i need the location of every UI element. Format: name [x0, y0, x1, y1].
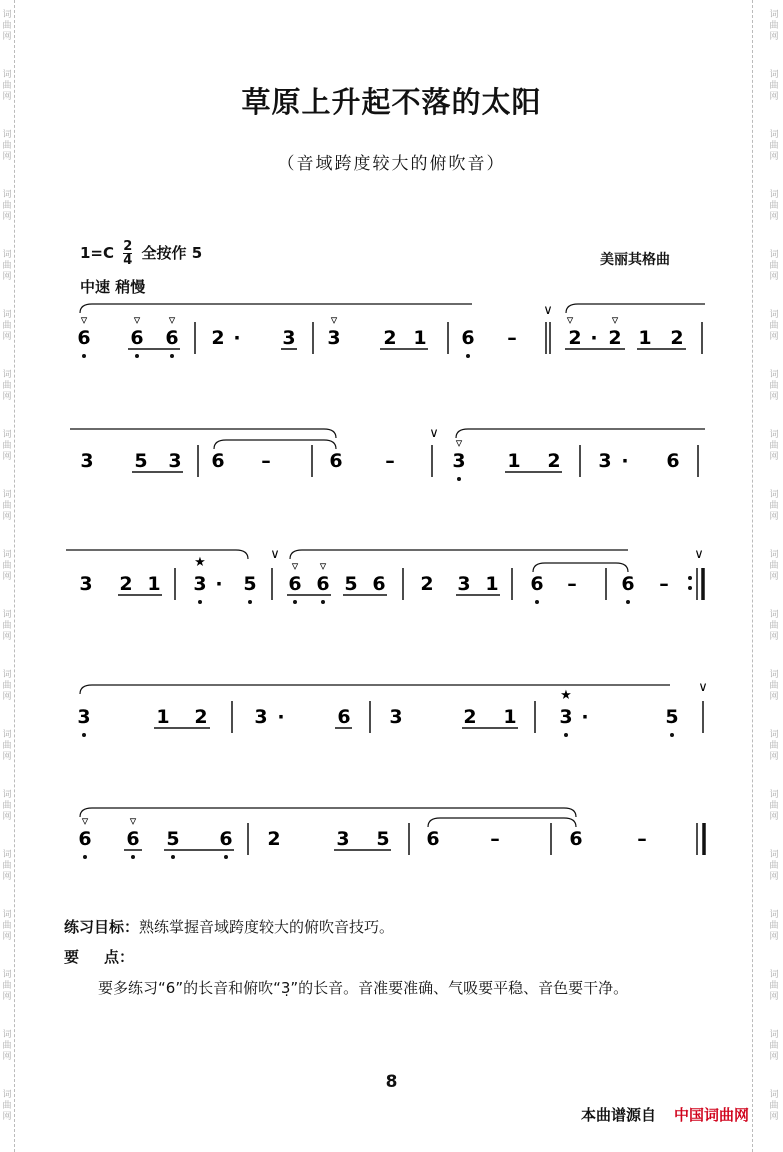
low-octave-dot [293, 600, 297, 604]
key-points-text: 要多练习“6”的长音和俯吹“3̣”的长音。音准要准确、气吸要平稳、音色要干净。 [98, 979, 629, 997]
slur-open [290, 550, 628, 559]
note: 2 [670, 327, 684, 349]
note: 3 [598, 450, 612, 472]
note: 3 [77, 706, 91, 728]
note: 5 [166, 828, 180, 850]
wm-right: 词 曲 网 [769, 430, 779, 462]
song-title: 草原上升起不落的太阳 [241, 85, 542, 119]
note: 2 [608, 327, 622, 349]
tongue-mark: ▿ [291, 559, 299, 574]
wm-right: 词 曲 网 [769, 490, 779, 522]
note: · [233, 327, 241, 349]
breath-mark: ∨ [698, 680, 708, 695]
low-octave-dot [82, 733, 86, 737]
composer-credit: 美丽其格曲 [600, 252, 670, 268]
low-octave-dot [457, 477, 461, 481]
low-octave-dot [248, 600, 252, 604]
dash: – [490, 828, 500, 850]
repeat-dot [688, 586, 692, 590]
breath-mark: ∨ [429, 426, 439, 441]
note: · [590, 327, 598, 349]
wm-left: 词 曲 网 [2, 910, 12, 942]
wm-right: 词 曲 网 [769, 790, 779, 822]
fingering-label: 全按作 5 [141, 244, 203, 262]
note: 6 [211, 450, 225, 472]
tongue-mark: ▿ [319, 559, 327, 574]
note: 2 [119, 573, 133, 595]
slur-open [456, 429, 705, 438]
wm-right: 词 曲 网 [769, 730, 779, 762]
note: 6 [316, 573, 330, 595]
note: 1 [485, 573, 499, 595]
wm-right: 词 曲 网 [769, 190, 779, 222]
wm-left: 词 曲 网 [2, 730, 12, 762]
low-octave-dot [171, 855, 175, 859]
note: 6 [329, 450, 343, 472]
slur-open [80, 685, 670, 694]
tongue-mark: ▿ [611, 313, 619, 328]
note: 6 [337, 706, 351, 728]
low-octave-dot [224, 855, 228, 859]
accent-star: ★ [560, 688, 572, 703]
note: 3 [559, 706, 573, 728]
tongue-mark: ▿ [133, 313, 141, 328]
note: 2 [383, 327, 397, 349]
note: 2 [267, 828, 281, 850]
source-site-link[interactable]: 中国词曲网 [673, 1106, 749, 1124]
wm-right: 词 曲 网 [769, 310, 779, 342]
note: 2 [568, 327, 582, 349]
note: 6 [372, 573, 386, 595]
wm-right: 词 曲 网 [769, 1090, 779, 1122]
note: 6 [461, 327, 475, 349]
wm-left: 词 曲 网 [2, 70, 12, 102]
wm-right: 词 曲 网 [769, 370, 779, 402]
note: 6 [219, 828, 233, 850]
key-points-label-a: 要 [64, 948, 80, 966]
note: 6 [288, 573, 302, 595]
note: 6 [530, 573, 544, 595]
note: 2 [547, 450, 561, 472]
note: 5 [134, 450, 148, 472]
low-octave-dot [135, 354, 139, 358]
slur-continued [70, 429, 336, 438]
note: 1 [413, 327, 427, 349]
tongue-mark: ▿ [80, 313, 88, 328]
note: 3 [282, 327, 296, 349]
breath-mark: ∨ [694, 547, 704, 562]
practice-goal-text: 熟练掌握音域跨度较大的俯吹音技巧。 [139, 918, 395, 936]
note: · [581, 706, 589, 728]
wm-left: 词 曲 网 [2, 370, 12, 402]
note: 5 [665, 706, 679, 728]
slur [428, 818, 576, 827]
note: 3 [80, 450, 94, 472]
note: 3 [168, 450, 182, 472]
wm-left: 词 曲 网 [2, 970, 12, 1002]
wm-right: 词 曲 网 [769, 10, 779, 42]
breath-mark: ∨ [543, 303, 553, 318]
dash: – [261, 450, 271, 472]
note: 2 [463, 706, 477, 728]
wm-left: 词 曲 网 [2, 670, 12, 702]
wm-right: 词 曲 网 [769, 550, 779, 582]
note: 1 [507, 450, 521, 472]
time-signature-bottom: 4 [123, 253, 133, 268]
note: 3 [336, 828, 350, 850]
tongue-mark: ▿ [455, 436, 463, 451]
note: 3 [327, 327, 341, 349]
low-octave-dot [535, 600, 539, 604]
dash: – [385, 450, 395, 472]
wm-right: 词 曲 网 [769, 670, 779, 702]
wm-left: 词 曲 网 [2, 1030, 12, 1062]
wm-left: 词 曲 网 [2, 550, 12, 582]
note: 6 [666, 450, 680, 472]
low-octave-dot [198, 600, 202, 604]
note: 3 [79, 573, 93, 595]
slur-open [566, 304, 705, 313]
note: 6 [621, 573, 635, 595]
wm-right: 词 曲 网 [769, 910, 779, 942]
wm-left: 词 曲 网 [2, 790, 12, 822]
slur [533, 563, 628, 572]
note: 1 [638, 327, 652, 349]
note: 3 [193, 573, 207, 595]
note: 5 [243, 573, 257, 595]
low-octave-dot [670, 733, 674, 737]
note: 3 [254, 706, 268, 728]
song-subtitle: （音域跨度较大的俯吹音） [277, 154, 506, 174]
tongue-mark: ▿ [566, 313, 574, 328]
tongue-mark: ▿ [168, 313, 176, 328]
low-octave-dot [466, 354, 470, 358]
wm-left: 词 曲 网 [2, 430, 12, 462]
dash: – [659, 573, 669, 595]
dash: – [637, 828, 647, 850]
wm-left: 词 曲 网 [2, 490, 12, 522]
page-number: 8 [385, 1072, 398, 1092]
wm-left: 词 曲 网 [2, 190, 12, 222]
wm-left: 词 曲 网 [2, 850, 12, 882]
low-octave-dot [626, 600, 630, 604]
wm-left: 词 曲 网 [2, 130, 12, 162]
slur [80, 808, 576, 817]
wm-right: 词 曲 网 [769, 130, 779, 162]
note: 1 [503, 706, 517, 728]
breath-mark: ∨ [270, 547, 280, 562]
wm-left: 词 曲 网 [2, 1090, 12, 1122]
dash: – [567, 573, 577, 595]
note: 6 [569, 828, 583, 850]
wm-right: 词 曲 网 [769, 850, 779, 882]
note: 3 [457, 573, 471, 595]
note: 6 [426, 828, 440, 850]
wm-right: 词 曲 网 [769, 250, 779, 282]
low-octave-dot [321, 600, 325, 604]
note: 5 [344, 573, 358, 595]
tempo-marking: 中速 稍慢 [80, 278, 146, 296]
tongue-mark: ▿ [330, 313, 338, 328]
note: 6 [126, 828, 140, 850]
practice-goal [64, 916, 394, 937]
wm-left: 词 曲 网 [2, 610, 12, 642]
note: 6 [130, 327, 144, 349]
note: 6 [77, 327, 91, 349]
note: 1 [156, 706, 170, 728]
note: · [621, 450, 629, 472]
note: 2 [211, 327, 225, 349]
note: 5 [376, 828, 390, 850]
key-points-label [64, 946, 144, 967]
slur-continued [66, 550, 248, 559]
wm-left: 词 曲 网 [2, 250, 12, 282]
wm-left: 词 曲 网 [2, 10, 12, 42]
dash: – [507, 327, 517, 349]
note: 2 [420, 573, 434, 595]
note: 2 [194, 706, 208, 728]
note: 1 [147, 573, 161, 595]
slur [214, 440, 336, 449]
key-points-label-b: 点： [104, 948, 135, 966]
slur-open [80, 304, 472, 313]
repeat-dot [688, 576, 692, 580]
wm-right: 词 曲 网 [769, 70, 779, 102]
wm-left: 词 曲 网 [2, 310, 12, 342]
low-octave-dot [170, 354, 174, 358]
wm-right: 词 曲 网 [769, 610, 779, 642]
note: 3 [389, 706, 403, 728]
practice-goal-label: 练习目标： [64, 918, 140, 936]
source-credit [581, 1104, 749, 1125]
low-octave-dot [564, 733, 568, 737]
low-octave-dot [131, 855, 135, 859]
key-label: 1=C [80, 244, 115, 262]
note: 3 [452, 450, 466, 472]
note: 6 [165, 327, 179, 349]
wm-right: 词 曲 网 [769, 1030, 779, 1062]
tongue-mark: ▿ [81, 814, 89, 829]
tongue-mark: ▿ [129, 814, 137, 829]
source-label: 本曲谱源自 [580, 1106, 656, 1124]
note: · [277, 706, 285, 728]
low-octave-dot [82, 354, 86, 358]
time-signature-top: 2 [123, 239, 133, 254]
accent-star: ★ [194, 555, 206, 570]
note: 6 [78, 828, 92, 850]
wm-right: 词 曲 网 [769, 970, 779, 1002]
low-octave-dot [83, 855, 87, 859]
note: · [215, 573, 223, 595]
